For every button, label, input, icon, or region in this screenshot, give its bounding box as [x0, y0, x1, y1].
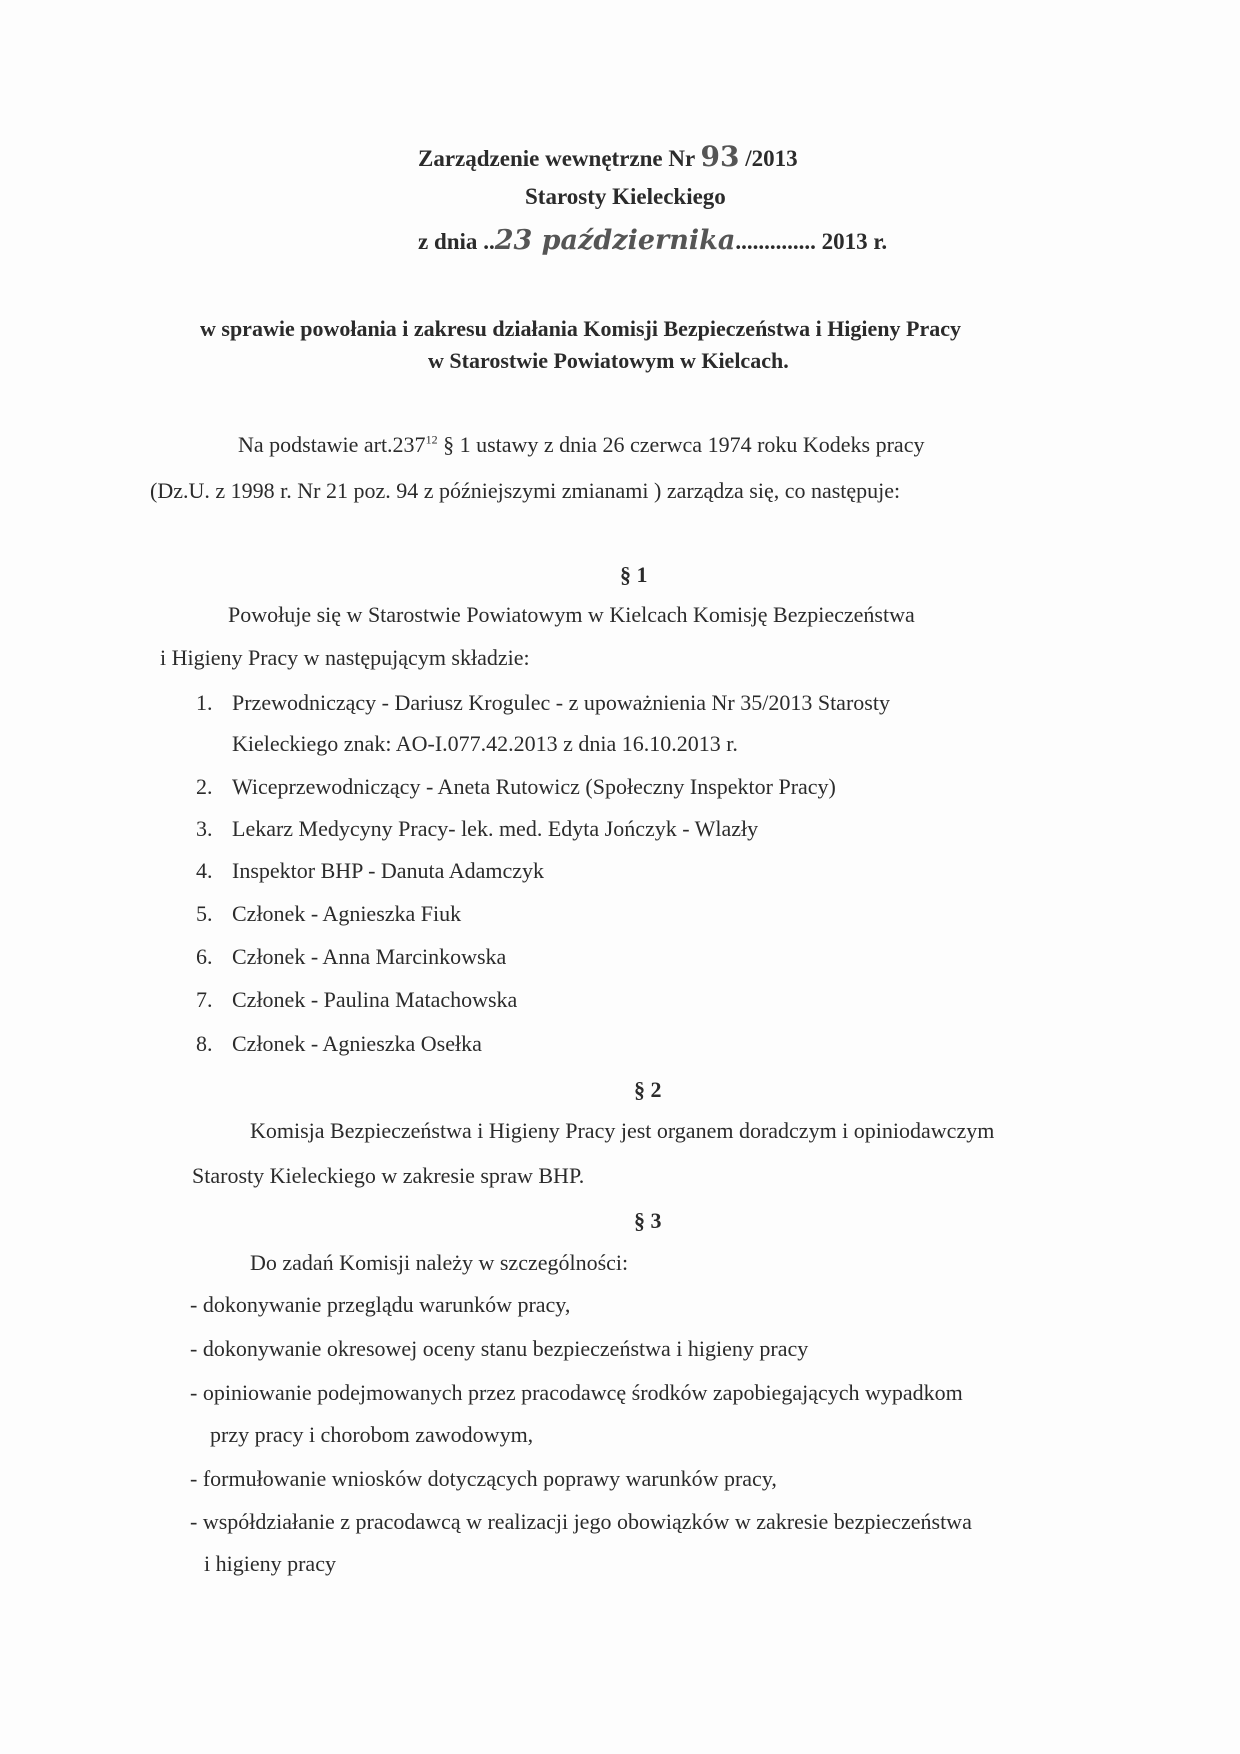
member-number: 5. — [196, 901, 213, 926]
handwritten-number: 93 — [700, 140, 740, 173]
section-2-line-1: Komisja Bezpieczeństwa i Higieny Pracy jest organem doradczym i opiniodawczym — [250, 1118, 995, 1143]
title-suffix: /2013 — [745, 146, 798, 171]
member-number: 6. — [196, 944, 213, 969]
member-number: 8. — [196, 1031, 213, 1056]
member-text: Przewodniczący - Dariusz Krogulec - z upoważnienia Nr 35/2013 Starosty — [232, 690, 890, 715]
member-text: Członek - Paulina Matachowska — [232, 987, 518, 1012]
member-5 — [196, 901, 461, 927]
issue-date — [418, 225, 887, 256]
section-1-intro-1: Powołuje się w Starostwie Powiatowym w Kielcach Komisję Bezpieczeństwa — [228, 602, 915, 627]
basis-line-1 — [238, 432, 924, 458]
member-number: 2. — [196, 774, 213, 799]
subject-line-2: w Starostwie Powiatowym w Kielcach. — [428, 348, 789, 373]
member-7 — [196, 987, 517, 1013]
date-dots-left: .. — [483, 229, 495, 254]
task-item: - opiniowanie podejmowanych przez pracodawcę środków zapobiegających wypadkom — [190, 1380, 963, 1405]
member-text: Członek - Agnieszka Osełka — [232, 1031, 482, 1056]
member-number: 1. — [196, 690, 213, 715]
section-3-mark: § 3 — [634, 1208, 662, 1233]
member-1 — [196, 690, 890, 716]
member-3 — [196, 816, 758, 842]
basis-superscript: 12 — [425, 432, 438, 447]
date-suffix: 2013 r. — [821, 229, 888, 254]
title-prefix: Zarządzenie wewnętrzne Nr — [418, 146, 695, 171]
section-2-line-2: Starosty Kieleckiego w zakresie spraw BHP. — [192, 1163, 585, 1188]
section-1-intro-2: i Higieny Pracy w następującym składzie: — [160, 645, 530, 670]
member-text: Członek - Agnieszka Fiuk — [232, 901, 462, 926]
section-1-mark: § 1 — [620, 562, 648, 587]
issuer: Starosty Kieleckiego — [525, 184, 726, 209]
member-text: Wiceprzewodniczący - Aneta Rutowicz (Społeczny Inspektor Pracy) — [232, 774, 836, 799]
basis-line-2: (Dz.U. z 1998 r. Nr 21 poz. 94 z późniejszymi zmianami ) zarządza się, co następuje: — [150, 478, 901, 503]
task-item: - formułowanie wniosków dotyczących poprawy warunków pracy, — [190, 1466, 777, 1491]
basis-text-a: Na podstawie art.237 — [238, 432, 426, 457]
task-item: - dokonywanie okresowej oceny stanu bezpieczeństwa i higieny pracy — [190, 1336, 809, 1361]
member-number: 3. — [196, 816, 213, 841]
section-2-mark: § 2 — [634, 1077, 662, 1102]
basis-text-b: § 1 ustawy z dnia 26 czerwca 1974 roku Kodeks pracy — [437, 432, 925, 457]
member-number: 4. — [196, 858, 213, 883]
member-1-continued: Kieleckiego znak: AO-I.077.42.2013 z dnia 16.10.2013 r. — [232, 731, 738, 756]
task-item-continued: i higieny pracy — [204, 1551, 336, 1576]
member-8 — [196, 1031, 482, 1057]
task-item: - współdziałanie z pracodawcą w realizacji jego obowiązków w zakresie bezpieczeństwa — [190, 1509, 972, 1534]
member-2 — [196, 774, 836, 800]
member-number: 7. — [196, 987, 213, 1012]
task-item-continued: przy pracy i chorobom zawodowym, — [210, 1422, 534, 1447]
member-text: Członek - Anna Marcinkowska — [232, 944, 507, 969]
member-6 — [196, 944, 506, 970]
section-3-intro: Do zadań Komisji należy w szczególności: — [250, 1250, 629, 1275]
task-item: - dokonywanie przeglądu warunków pracy, — [190, 1292, 571, 1317]
date-dots-right: .............. — [735, 229, 816, 254]
member-text: Lekarz Medycyny Pracy- lek. med. Edyta Jończyk - Wlazły — [232, 816, 759, 841]
handwritten-date: 23 października — [494, 225, 736, 256]
date-prefix: z dnia — [418, 229, 478, 254]
member-4 — [196, 858, 544, 884]
subject-line-1: w sprawie powołania i zakresu działania Komisji Bezpieczeństwa i Higieny Pracy — [200, 316, 961, 341]
member-text: Inspektor BHP - Danuta Adamczyk — [232, 858, 545, 883]
document-title — [418, 140, 798, 173]
